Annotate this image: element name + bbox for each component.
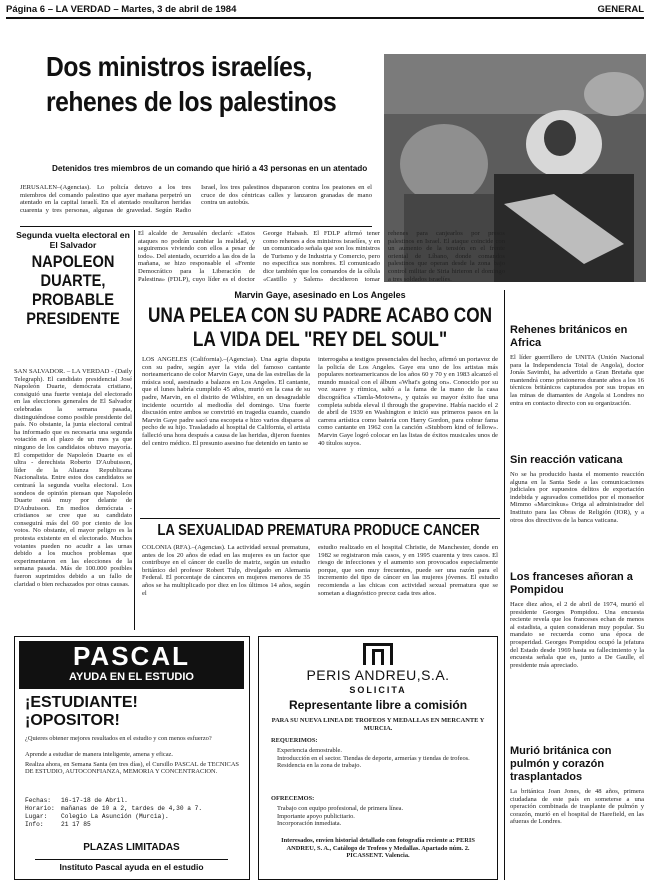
- pascal-banner: [19, 641, 244, 689]
- peris-req-item: Experiencia demostrable.: [277, 747, 342, 754]
- brief-pompidou-body: Hace diez años, el 2 de abril de 1974, murió el presidente Georges Pompidou. Una encuesta reciente revela que los franceses echan de menos al estadista, a quien consideran muy popular. Su mandato se recuerda como una época de prosperidad. Georges Pompidou ocupó la jefatura del Estado desde 1969 hasta su fallecimiento y la encuesta señala que es, junto a De Gaulle, el presidente más apreciado.: [510, 601, 644, 669]
- pascal-slogan-2: ¡OPOSITOR!: [25, 712, 120, 729]
- gaye-body-left: LOS ANGELES (California).–(Agencias). Una agria disputa con su padre, según ayer la vida del famoso cantante norteamericano de color Marvin Gaye, una de las estrellas de la música soul, asesinado a balazos en Los Angeles. El cantante, que el lunes habría cumplido 45 años, murió en la casa de su padre, Marvin, en el distrito de Wilshire, en un desagradable incidente ocurrido al mediodía del domingo. Una fuerte discusión entre ambos se convirtió en tragedia cuando, cuando Marvin Gaye padre sacó una escopeta e hizo varios disparos al pecho de su hijo. Trasladado al hospital de California, el artista falleció una hora después a causa de las heridas, dijeron fuentes del centro médico. El presunto asesino fue detenido en tanto se: [142, 356, 310, 447]
- cancer-body-left: COLONIA (RFA).–(Agencias). La actividad sexual prematura, antes de los 20 años de edad en las mujeres es un factor que contribuye en el cáncer de cuello de matriz, según un estudio británico del profesor Robert Tulp, divulgado en Alemania Federal. El porcentaje de cánceres en mujeres menores de 35 años se ha multiplicado por diez en los últimos 14 años, según el: [142, 544, 310, 597]
- schedule-row: Horario: mañanas de 10 a 2, tardes de 4,30 a 7.: [25, 805, 203, 812]
- pascal-question: ¿Quieres obtener mejores resultados en el estudio y con menos esfuerzo?: [25, 735, 212, 742]
- brief-vaticana-body: No se ha producido hasta el momento reacción alguna en la Santa Sede a las comunicaciones judiciales por supuestos delitos de exportación indebida y agravados cometidos por el monseñor Mimmo «Marcinkus» Origa al administrador del Instituto para las Obras de Religión (IOR), y a otros dos directivos de la banca vaticana.: [510, 471, 644, 524]
- lead-headline: [46, 52, 376, 117]
- lead-headline-line2: rehenes de los palestinos: [46, 86, 337, 118]
- peris-logo-icon: [363, 643, 393, 665]
- pascal-tagline: AYUDA EN EL ESTUDIO: [69, 671, 194, 683]
- pascal-ad: [14, 636, 250, 880]
- peris-req-item: Introducción en el sector. Tiendas de deporte, armerías y tiendas de trofeos.: [277, 754, 470, 762]
- pascal-bullet: Aprende a estudiar de manera inteligente, amena y eficaz.: [25, 751, 173, 758]
- cancer-body-right: estudio realizado en el hospital Christie, de Manchester, donde en 1982 se registraron más casos, y en 1995 cuarenta y tres casos. El riesgo de infecciones y el aumento son provocados especialmente porque, que son muy frecuentes, puede ser una razón para el incremento del tipo de cáncer en las mujeres jóvenes. El estudio recomienda a las chicas con actividad sexual prematura que se sometan a diagnóstico precoz cada tres años.: [318, 544, 498, 597]
- salvador-kicker: Segunda vuelta electoral en El Salvador: [16, 230, 130, 250]
- cancer-headline: LA SEXUALIDAD PREMATURA PRODUCE CANCER: [157, 522, 480, 539]
- peris-contact: Interesados, envíen historial detallado con fotografía reciente a: PERIS ANDREU, S. A., Catálogo de Trofeos y Medallas. Apartado núm. 2. PICASSENT. Valencia.: [281, 837, 475, 860]
- brief-vaticana: [510, 454, 644, 563]
- pascal-limited: PLAZAS LIMITADAS: [83, 842, 180, 853]
- brief-pompidou-headline: Los franceses añoran a Pompidou: [510, 571, 633, 596]
- peris-solicita: SOLICITA: [349, 685, 407, 695]
- brief-rehenes: [510, 324, 644, 446]
- pascal-brand: PASCAL: [73, 641, 190, 671]
- right-col-divider: [504, 290, 505, 880]
- schedule-row: Info: 21 17 85: [25, 821, 91, 828]
- peris-company: PERIS ANDREU,S.A.: [306, 667, 450, 683]
- lead-body-main: El alcalde de Jerusalén declaró: «Estos ataques no podrán cambiar la realidad, y seguiremos viviendo con ellos a pesar de todo». Del atentado, ocurrido a las dos de la mañana, se hizo responsable el «Frente Democrático para la Liberación de Palestina» (FDLP), cuyo líder es el doctor George Habash. El FDLP afirmó tener como rehenes a dos ministros israelíes, y en un comunicado señala que son los ministros de Turismo y de Industria y Comercio, pero no especifica sus nombres. El comunicado dice también que los comandos de la célula «Castillo y Salem» decidieron tomar rehenes para canjearlos por presos palestinos en Israel. El ataque coincide con un aumento de la tensión en el frente oriental de Líbano, donde comandos palestinos que operan desde la zona bajo control militar de Siria hirieron el domingo a tres soldados israelíes.: [138, 230, 505, 283]
- lead-subhead: Detenidos tres miembros de un comando que hirió a 43 personas en un atentado: [52, 164, 368, 173]
- page-header: [6, 4, 644, 18]
- peris-req-list: [277, 747, 487, 770]
- section-name: GENERAL: [597, 4, 644, 15]
- gaye-bottom-rule: [140, 518, 500, 519]
- peris-ofr-item: Incorporación inmediata.: [277, 820, 342, 828]
- brief-trasplante: [510, 745, 644, 860]
- salvador-story: [14, 230, 132, 328]
- brief-pompidou: [510, 571, 644, 737]
- right-column: [510, 288, 644, 882]
- pascal-footer: Instituto Pascal ayuda en el estudio: [35, 859, 228, 872]
- salvador-divider: [134, 230, 135, 630]
- pascal-schedule: [25, 797, 239, 829]
- peris-headline: Representante libre a comisión: [288, 698, 468, 712]
- peris-req-item: Residencia en la zona de trabajo.: [277, 762, 362, 770]
- pascal-slogan-1: ¡ESTUDIANTE!: [25, 694, 138, 711]
- pascal-bullets: [25, 751, 239, 776]
- lead-headline-line1: Dos ministros israelíes,: [46, 51, 313, 82]
- page-folio: Página 6 – LA VERDAD – Martes, 3 de abril de 1984: [6, 4, 237, 15]
- brief-rehenes-body: El líder guerrillero de UNITA (Unión Nacional para la Independencia Total de Angola), doctor Jonás Savimbi, ha advertido a Gran Bretaña que mantendrá como prisioneros durante años a los 16 técnicos británicos capturados por sus tropas en las minas de diamantes de Angola si Londres no entra en contacto directo con su organización.: [510, 354, 644, 407]
- schedule-row: Lugar: Colegio La Asunción (Murcia).: [25, 813, 169, 820]
- salvador-headline: NAPOLEON DUARTE, PROBABLE PRESIDENTE: [26, 252, 120, 328]
- brief-trasplante-headline: Murió británica con pulmón y corazón trasplantados: [510, 745, 612, 783]
- gaye-story: [140, 290, 500, 352]
- peris-ofr-title: OFRECEMOS:: [271, 795, 315, 802]
- brief-vaticana-headline: Sin reacción vaticana: [510, 454, 623, 466]
- gaye-kicker: Marvin Gaye, asesinado en Los Angeles: [234, 290, 406, 300]
- lead-rule: [20, 226, 372, 227]
- pascal-bullet: Realiza ahora, en Semana Santa (en tres días), el Cursillo PASCAL de TECNICAS DE ESTUDIO, AUTOCONFIANZA, MEMORIA Y CONCENTRACION.: [25, 760, 239, 776]
- peris-req-title: REQUERIMOS:: [271, 737, 318, 744]
- header-rule: [6, 17, 644, 19]
- peris-ofr-list: [277, 805, 487, 828]
- gaye-headline: UNA PELEA CON SU PADRE ACABO CON LA VIDA DEL "REY DEL SOUL": [147, 304, 493, 351]
- peris-intro: PARA SU NUEVA LINEA DE TROFEOS Y MEDALLAS EN MERCANTE Y MURCIA.: [271, 717, 485, 732]
- peris-ad: [258, 636, 498, 880]
- brief-rehenes-headline: Rehenes británicos en Africa: [510, 324, 628, 349]
- peris-ofr-item: Importante apoyo publicitario.: [277, 812, 355, 820]
- salvador-body: SAN SALVADOR. – LA VERDAD - (Daily Telegraph). El candidato presidencial José Napoleón Duarte, demócrata cristiano, consiguió una fuerte ventaja del electorado en las elecciones generales de El Salvador celebradas la semana pasada, distinguiéndose como posible presidente del país. No obstante, la junta electoral central ha informado que es necesaria una segunda votación en el plazo de un mes ya que ninguno de los candidatos obtuvo mayoría. El competidor de Napoleón Duarte es el ultra - derechista Roberto D'Aubuisson, líder de la Alianza Republicana Nacionalista. Entre estos dos candidatos se centrará la segunda vuelta electoral. Los sondeos de opinión piensan que Napoleón Duarte está muy por delante de D'Aubuisson. En medios demócrata - cristianos se cree que su candidato conseguirá más del 60 por ciento de los votos. No obstante, el mayor peligro es la protesta existente en el electorado. Muchos votantes pueden no acudir a las urnas debido a los muchos problemas que experimentaron en las elecciones de la semana pasada. Más de 100.000 posibles fueron suprimidos debido a un fallo de claridad o bien rechazados por otras causas.: [14, 368, 132, 588]
- peris-ofr-item: Trabajo con equipo profesional, de primera línea.: [277, 805, 404, 812]
- brief-trasplante-body: La británica Joan Jones, de 48 años, primera ciudadana de este país en someterse a una operación combinada de trasplante de pulmón y corazón, murió en el hospital de Harefield, en las afueras de Londres.: [510, 788, 644, 826]
- gaye-body-right: interrogaba a testigos presenciales del hecho, afirmó un portavoz de la policía de Los Angeles. Gaye era uno de los artistas más populares norteamericanos de los años 60 y 70 y en 1983 alcanzó el mundo musical con el álbum «What's going on». Conocido por su voz suave y rítmica, saltó a la fama de la mano de la casa discográfica «Tamla-Motown», y quizás su mayor éxito fue una completa subida eleval il through the grapevine. Había nacido el 2 de abril de 1939 en Washington e inició sus primeros pasos en la carrera artística como batería con Harry Gordon, para cobrar fama como cantante en 1962 con la canción «Stubborn kind of fellow». Marvin Gaye logró colocar en las listas de éxitos musicales unos de 40 títulos suyos.: [318, 356, 498, 447]
- lead-body-intro: JERUSALEN–(Agencias). Lo policía detuvo a los tres miembros del comando palestino que ayer mañana perpetró un atentado en la capital israelí. En el atentado resultaron heridas cuarenta y tres personas, algunas de gravedad. Según Radio Israel, los tres palestinos dispararon contra los peatones en el cruce de dos céntricas calles y lanzaron granadas de mano contra un autobús.: [20, 184, 372, 214]
- schedule-row: Fechas: 16-17-18 de Abril.: [25, 797, 128, 804]
